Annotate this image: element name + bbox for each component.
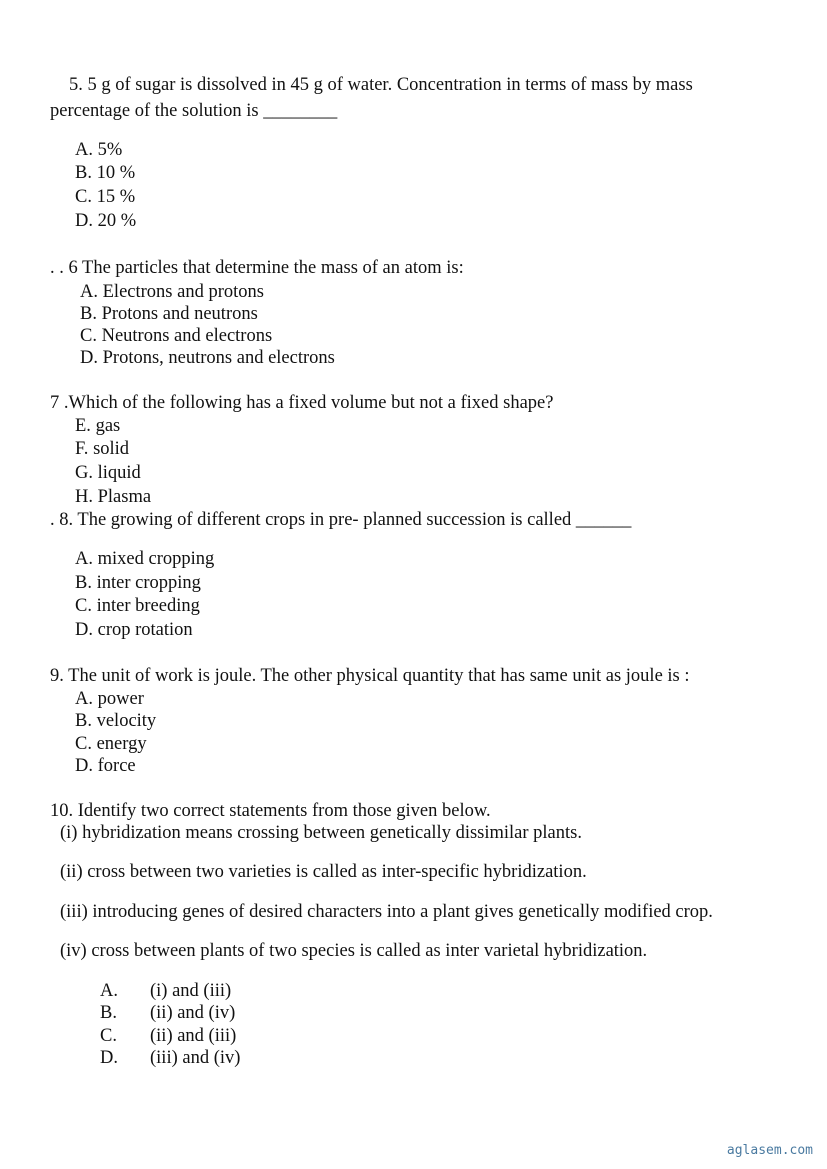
question-6-option-b: B. Protons and neutrons — [80, 304, 258, 324]
question-9-option-d: D. force — [75, 756, 136, 776]
question-5-option-d: D. 20 % — [75, 211, 137, 231]
question-7-option-h: H. Plasma — [75, 487, 152, 507]
question-7-option-g: G. liquid — [75, 463, 141, 483]
question-5-option-b: B. 10 % — [75, 163, 136, 183]
question-5-stem-line-2: percentage of the solution is ________ — [50, 101, 338, 121]
question-6-option-a: A. Electrons and protons — [80, 282, 264, 302]
question-10-statement-iii: (iii) introducing genes of desired characters into a plant gives genetically modified crop. — [60, 902, 713, 922]
question-7-option-f: F. solid — [75, 439, 130, 459]
question-6-option-c: C. Neutrons and electrons — [80, 326, 273, 346]
question-9-stem: 9. The unit of work is joule. The other physical quantity that has same unit as joule is : — [50, 666, 690, 686]
question-10-statement-iv: (iv) cross between plants of two species is called as inter varietal hybridization. — [60, 941, 648, 961]
question-6-stem: . . 6 The particles that determine the mass of an atom is: — [50, 258, 464, 278]
question-6-option-d: D. Protons, neutrons and electrons — [80, 348, 335, 368]
question-10-option-d: D. (iii) and (iv) — [100, 1048, 241, 1068]
question-9-option-b: B. velocity — [75, 711, 157, 731]
question-5-option-a: A. 5% — [75, 140, 123, 160]
question-10-statement-ii: (ii) cross between two varieties is called as inter-specific hybridization. — [60, 862, 587, 882]
question-10-option-c: C. (ii) and (iii) — [100, 1026, 237, 1046]
question-8-option-b: B. inter cropping — [75, 573, 201, 593]
question-10-option-b: B. (ii) and (iv) — [100, 1003, 236, 1023]
question-8-stem: . 8. The growing of different crops in pre- planned succession is called ______ — [50, 510, 632, 530]
question-10-stem: 10. Identify two correct statements from those given below. — [50, 801, 491, 821]
question-10-option-a: A. (i) and (iii) — [100, 981, 232, 1001]
question-7-option-e: E. gas — [75, 416, 121, 436]
question-7-stem: 7 .Which of the following has a fixed volume but not a fixed shape? — [50, 393, 554, 413]
question-9-option-c: C. energy — [75, 734, 147, 754]
question-8-option-a: A. mixed cropping — [75, 549, 215, 569]
watermark: aglasem.com — [726, 1143, 813, 1158]
question-8-option-c: C. inter breeding — [75, 596, 200, 616]
question-9-option-a: A. power — [75, 689, 144, 709]
question-8-option-d: D. crop rotation — [75, 620, 193, 640]
question-5-option-c: C. 15 % — [75, 187, 136, 207]
question-5-stem-line-1: 5. 5 g of sugar is dissolved in 45 g of water. Concentration in terms of mass by mass — [69, 75, 693, 95]
question-10-statement-i: (i) hybridization means crossing between genetically dissimilar plants. — [60, 823, 582, 843]
